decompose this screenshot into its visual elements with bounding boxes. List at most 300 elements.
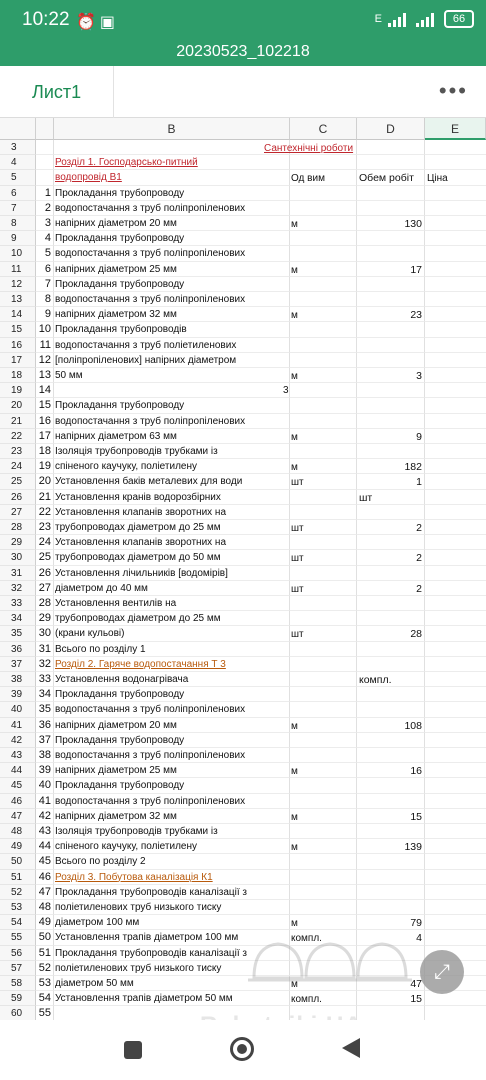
cell-e[interactable] [425,550,486,565]
row-number[interactable]: 55 [0,930,36,945]
cell-b[interactable] [44,262,290,277]
cell-c[interactable]: шт [290,626,357,641]
cell-e[interactable] [425,277,486,292]
cell-d[interactable] [357,186,425,201]
cell-e[interactable] [425,566,486,581]
cell-d[interactable] [357,277,425,292]
cell-e[interactable] [425,900,486,915]
cell-d[interactable] [357,702,425,717]
row-number[interactable]: 6 [0,186,36,201]
cell-d[interactable] [357,733,425,748]
row-number[interactable]: 52 [0,885,36,900]
cell-e[interactable] [425,520,486,535]
cell-e[interactable] [425,140,486,155]
cell-b[interactable] [38,596,290,611]
cell-e[interactable] [425,414,486,429]
cell-c[interactable] [290,885,357,900]
cell-a[interactable] [36,140,54,155]
cell-d[interactable] [357,611,425,626]
cell-b[interactable] [44,201,290,216]
cell-b[interactable] [44,307,290,322]
cell-b[interactable] [38,520,290,535]
row-number[interactable]: 27 [0,505,36,520]
cell-e[interactable] [425,915,486,930]
row-number[interactable]: 57 [0,961,36,976]
cell-e[interactable] [425,870,486,885]
cell-c[interactable] [290,353,357,368]
cell-c[interactable] [290,748,357,763]
cell-c[interactable] [290,505,357,520]
cell-b[interactable] [38,611,290,626]
cell-d[interactable] [357,292,425,307]
cell-c[interactable]: шт [290,520,357,535]
cell-e[interactable] [425,459,486,474]
row-number[interactable]: 16 [0,338,36,353]
cell-c[interactable] [290,414,357,429]
row-number[interactable]: 8 [0,216,36,231]
row-number[interactable]: 23 [0,444,36,459]
cell-d[interactable] [357,794,425,809]
cell-d[interactable] [357,231,425,246]
row-number[interactable]: 31 [0,566,36,581]
cell-b[interactable] [44,216,290,231]
row-number[interactable]: 53 [0,900,36,915]
cell-d[interactable]: 15 [357,809,425,824]
row-number[interactable]: 48 [0,824,36,839]
row-number[interactable]: 5 [0,170,36,185]
cell-e[interactable] [425,657,486,672]
row-number[interactable]: 32 [0,581,36,596]
cell-d[interactable]: 9 [357,429,425,444]
cell-d[interactable] [357,246,425,261]
cell-a[interactable] [36,155,54,170]
row-number[interactable]: 54 [0,915,36,930]
cell-d[interactable] [357,398,425,413]
cell-c[interactable] [290,535,357,550]
cell-c[interactable]: м [290,216,357,231]
cell-d[interactable] [357,201,425,216]
cell-d[interactable]: компл. [357,672,425,687]
cell-d[interactable] [357,748,425,763]
cell-d[interactable] [357,535,425,550]
cell-e[interactable] [425,155,486,170]
cell-c[interactable]: шт [290,581,357,596]
cell-e[interactable] [425,885,486,900]
cell-e[interactable] [425,626,486,641]
cell-b[interactable] [38,824,290,839]
cell-d[interactable]: 139 [357,839,425,854]
cell-e[interactable] [425,505,486,520]
row-number[interactable]: 34 [0,611,36,626]
row-number[interactable]: 9 [0,231,36,246]
cell-e[interactable] [425,991,486,1006]
row-number[interactable]: 59 [0,991,36,1006]
row-number[interactable]: 38 [0,672,36,687]
cell-d[interactable]: 23 [357,307,425,322]
cell-b[interactable] [38,870,290,885]
cell-e[interactable] [425,930,486,945]
cell-b[interactable] [38,459,290,474]
cell-e[interactable] [425,429,486,444]
cell-b[interactable] [44,246,290,261]
cell-b[interactable] [38,505,290,520]
cell-b[interactable] [38,687,290,702]
cell-c[interactable] [290,794,357,809]
cell-e[interactable] [425,474,486,489]
cell-c[interactable]: м [290,915,357,930]
cell-d[interactable]: 3 [357,368,425,383]
cell-c[interactable] [290,186,357,201]
cell-b[interactable] [38,550,290,565]
cell-e[interactable] [425,687,486,702]
cell-c[interactable] [290,338,357,353]
cell-e[interactable] [425,778,486,793]
cell-e[interactable] [425,611,486,626]
cell-b[interactable] [38,718,290,733]
cell-e[interactable] [425,231,486,246]
cell-e[interactable] [425,824,486,839]
cell-b[interactable] [44,186,290,201]
cell-b[interactable] [38,794,290,809]
cell-d[interactable]: 130 [357,216,425,231]
table-row [0,338,486,353]
row-number[interactable]: 39 [0,687,36,702]
row-number[interactable]: 7 [0,201,36,216]
cell-c[interactable]: м [290,307,357,322]
row-number[interactable]: 30 [0,550,36,565]
cell-d[interactable]: 2 [357,520,425,535]
cell-d[interactable]: Обем робіт [357,170,425,185]
cell-b[interactable] [54,155,290,170]
row-number[interactable]: 29 [0,535,36,550]
cell-e[interactable] [425,748,486,763]
row-number[interactable]: 40 [0,702,36,717]
table-row [0,186,486,201]
column-header-b[interactable]: B [54,118,290,140]
cell-d[interactable] [357,778,425,793]
cell-d[interactable]: 182 [357,459,425,474]
home-button[interactable] [230,1037,254,1061]
cell-e[interactable] [425,1006,486,1020]
cell-c[interactable] [290,642,357,657]
cell-c[interactable]: м [290,368,357,383]
cell-c[interactable] [290,322,357,337]
cell-b[interactable] [38,353,290,368]
cell-e[interactable] [425,368,486,383]
cell-c[interactable]: м [290,262,357,277]
row-number[interactable]: 14 [0,307,36,322]
row-number[interactable]: 13 [0,292,36,307]
cell-e[interactable] [425,535,486,550]
cell-c[interactable] [290,702,357,717]
cell-b[interactable] [38,839,290,854]
row-number[interactable]: 58 [0,976,36,991]
cell-d[interactable] [357,353,425,368]
cell-e[interactable]: Ціна [425,170,486,185]
cell-e[interactable] [425,596,486,611]
row-number[interactable]: 47 [0,809,36,824]
row-number[interactable]: 18 [0,368,36,383]
cell-e[interactable] [425,186,486,201]
cell-d[interactable] [357,338,425,353]
cell-b[interactable] [38,763,290,778]
cell-b[interactable] [38,535,290,550]
cell-c[interactable]: м [290,459,357,474]
cell-d[interactable]: 15 [357,991,425,1006]
cell-e[interactable] [425,398,486,413]
cell-d[interactable] [357,824,425,839]
cell-e[interactable] [425,262,486,277]
cell-e[interactable] [425,216,486,231]
cell-c[interactable] [290,246,357,261]
cell-c[interactable] [290,900,357,915]
cell-e[interactable] [425,581,486,596]
cell-e[interactable] [425,763,486,778]
cell-c[interactable]: м [290,809,357,824]
item-number: 24 [38,536,51,549]
cell-c[interactable] [290,672,357,687]
cell-b[interactable] [38,642,290,657]
cell-c[interactable] [290,490,357,505]
cell-e[interactable] [425,809,486,824]
cell-d[interactable]: 17 [357,262,425,277]
corner-header[interactable] [0,118,36,140]
spreadsheet-grid[interactable] [0,118,486,1020]
cell-e[interactable] [425,353,486,368]
row-number[interactable]: 19 [0,383,36,398]
row-number[interactable]: 41 [0,718,36,733]
row-number[interactable]: 51 [0,870,36,885]
cell-d[interactable]: 4 [357,930,425,945]
row-number[interactable]: 44 [0,763,36,778]
recent-apps-button[interactable] [124,1041,142,1059]
cell-d[interactable] [357,687,425,702]
navigation-bar [0,1020,486,1080]
row-number[interactable]: 37 [0,657,36,672]
row-number[interactable]: 20 [0,398,36,413]
row-number[interactable]: 56 [0,946,36,961]
cell-d[interactable]: 2 [357,550,425,565]
cell-d[interactable] [357,642,425,657]
cell-e[interactable] [425,201,486,216]
cell-d[interactable] [357,140,425,155]
cell-e[interactable] [425,642,486,657]
cell-d[interactable] [357,566,425,581]
cell-c[interactable] [290,398,357,413]
cell-b[interactable] [38,383,290,398]
cell-b[interactable] [38,322,290,337]
row-number[interactable]: 26 [0,490,36,505]
row-number[interactable]: 35 [0,626,36,641]
table-row [0,839,486,854]
row-number[interactable]: 25 [0,474,36,489]
cell-d[interactable]: 16 [357,763,425,778]
cell-c[interactable]: м [290,976,357,991]
cell-b[interactable] [38,490,290,505]
cell-c[interactable]: шт [290,474,357,489]
cell-b[interactable] [38,885,290,900]
tab-sheet1[interactable]: Лист1 [0,66,114,118]
cell-b[interactable] [44,231,290,246]
cell-b[interactable] [38,702,290,717]
cell-b[interactable] [38,566,290,581]
cell-b[interactable] [38,474,290,489]
cell-b[interactable] [38,672,290,687]
item-number: 31 [38,642,51,655]
row-number[interactable]: 12 [0,277,36,292]
cell-e[interactable] [425,718,486,733]
row-number[interactable]: 3 [0,140,36,155]
cell-b[interactable] [38,733,290,748]
cell-d[interactable]: 1 [357,474,425,489]
cell-c[interactable]: м [290,718,357,733]
row-number[interactable]: 33 [0,596,36,611]
cell-c[interactable] [290,292,357,307]
column-header-d[interactable]: D [357,118,425,140]
cell-c[interactable] [290,687,357,702]
row-number[interactable]: 22 [0,429,36,444]
cell-c[interactable]: м [290,839,357,854]
cell-e[interactable] [425,490,486,505]
cell-d[interactable] [357,505,425,520]
cell-c[interactable] [290,657,357,672]
cell-d[interactable]: шт [357,490,425,505]
cell-d[interactable] [357,1006,425,1020]
cell-c[interactable] [290,231,357,246]
cell-c[interactable]: м [290,429,357,444]
cell-c[interactable] [290,733,357,748]
cell-b[interactable] [54,170,290,185]
cell-d[interactable] [357,870,425,885]
cell-b[interactable] [38,657,290,672]
status-time: 10:22 [22,9,70,30]
row-number[interactable]: 45 [0,778,36,793]
cell-c[interactable] [290,383,357,398]
row-number[interactable]: 43 [0,748,36,763]
cell-b[interactable] [38,900,290,915]
row-number[interactable]: 50 [0,854,36,869]
cell-b[interactable] [38,748,290,763]
row-number[interactable]: 24 [0,459,36,474]
cell-e[interactable] [425,338,486,353]
cell-c[interactable] [290,155,357,170]
cell-d[interactable] [357,444,425,459]
cell-e[interactable] [425,307,486,322]
cell-d[interactable] [357,885,425,900]
cell-b[interactable] [38,444,290,459]
row-number[interactable]: 36 [0,642,36,657]
more-options-icon[interactable]: ••• [438,78,468,103]
cell-b[interactable] [38,429,290,444]
cell-c[interactable]: м [290,763,357,778]
cell-c[interactable] [290,778,357,793]
column-header-e[interactable]: E [425,118,486,140]
cell-d[interactable] [357,596,425,611]
cell-b[interactable] [38,854,290,869]
cell-b[interactable] [38,581,290,596]
cell-d[interactable]: 79 [357,915,425,930]
cell-c[interactable] [290,824,357,839]
cell-d[interactable] [357,900,425,915]
cell-e[interactable] [425,246,486,261]
cell-c[interactable]: компл. [290,991,357,1006]
cell-e[interactable] [425,794,486,809]
cell-d[interactable] [357,854,425,869]
cell-e[interactable] [425,444,486,459]
cell-e[interactable] [425,383,486,398]
cell-e[interactable] [425,733,486,748]
cell-e[interactable] [425,702,486,717]
cell-d[interactable] [357,322,425,337]
cell-b-text: водопостачання з труб поліпропіленових [55,294,246,305]
cell-a[interactable] [36,170,54,185]
cell-b[interactable] [44,277,290,292]
cell-b[interactable] [38,414,290,429]
row-number[interactable]: 60 [0,1006,36,1020]
cell-b[interactable] [38,809,290,824]
row-number[interactable]: 10 [0,246,36,261]
cell-d[interactable]: 28 [357,626,425,641]
cell-b[interactable] [38,626,290,641]
cell-c[interactable] [290,854,357,869]
cell-b[interactable] [38,398,290,413]
cell-b[interactable] [44,292,290,307]
row-number[interactable]: 17 [0,353,36,368]
cell-c[interactable]: шт [290,550,357,565]
cell-c[interactable] [290,596,357,611]
table-row [0,718,486,733]
cell-c[interactable] [290,611,357,626]
cell-d[interactable] [357,155,425,170]
cell-e[interactable] [425,292,486,307]
cell-d[interactable]: 108 [357,718,425,733]
cell-e[interactable] [425,854,486,869]
cell-b[interactable] [39,338,290,353]
item-number: 53 [38,977,51,989]
row-number[interactable]: 4 [0,155,36,170]
cell-c[interactable]: Од вим [290,170,357,185]
row-number[interactable]: 42 [0,733,36,748]
back-button[interactable] [342,1038,360,1058]
cell-d[interactable] [357,414,425,429]
row-number[interactable]: 15 [0,322,36,337]
cell-d[interactable]: 47 [357,976,425,991]
row-number[interactable]: 49 [0,839,36,854]
row-number[interactable]: 28 [0,520,36,535]
cell-e[interactable] [425,839,486,854]
cell-d[interactable]: 2 [357,581,425,596]
column-header-a[interactable] [36,118,54,140]
row-number[interactable]: 46 [0,794,36,809]
column-header-c[interactable]: C [290,118,357,140]
cell-c[interactable] [290,444,357,459]
cell-c[interactable] [290,566,357,581]
cell-d[interactable] [357,383,425,398]
cell-b[interactable] [54,140,290,155]
cell-c[interactable]: компл. [290,930,357,945]
row-number[interactable]: 21 [0,414,36,429]
cell-c[interactable] [290,201,357,216]
row-number[interactable]: 11 [0,262,36,277]
cell-b[interactable] [38,368,290,383]
cell-d[interactable] [357,657,425,672]
cell-b[interactable] [38,778,290,793]
expand-icon[interactable]: ⤢ [420,950,464,994]
cell-c[interactable] [290,277,357,292]
cell-e[interactable] [425,672,486,687]
cell-e[interactable] [425,322,486,337]
cell-c[interactable] [290,870,357,885]
